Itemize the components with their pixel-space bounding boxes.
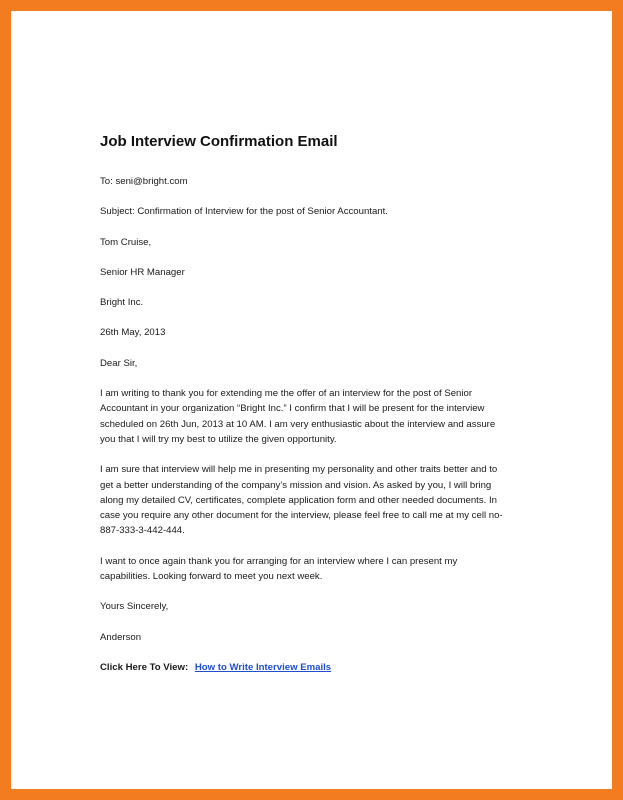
paragraph-line: capabilities. Looking forward to meet you next week. (100, 571, 323, 583)
subject-line: Subject: Confirmation of Interview for the post of Senior Accountant. (100, 206, 388, 218)
company-name: Bright Inc. (100, 297, 144, 309)
letter-date: 26th May, 2013 (100, 327, 166, 339)
paragraph-line: I am writing to thank you for extending me the offer of an interview for the post of Senior (100, 388, 473, 400)
to-line: To: seni@bright.com (100, 176, 188, 187)
paragraph-thanks (100, 386, 530, 447)
interview-emails-link[interactable]: How to Write Interview Emails (194, 661, 332, 673)
paragraph-line: get a better understanding of the company’s mission and vision. As asked by you, I will bring (100, 479, 492, 491)
cta-label: Click Here To View: (100, 661, 189, 673)
paragraph-line: along my detailed CV, certificates, complete application form and other needed documents. In (100, 494, 497, 506)
paragraph-line: you that I will try my best to utilize the given opportunity. (100, 433, 337, 445)
letter-page (100, 132, 530, 690)
page-title: Job Interview Confirmation Email (100, 133, 338, 150)
paragraph-documents (100, 462, 530, 538)
paragraph-line: I am sure that interview will help me in presenting my personality and other traits better and to (100, 464, 498, 476)
paragraph-line: Accountant in your organization “Bright Inc.” I confirm that I will be present for the interview (100, 403, 485, 415)
salutation: Dear Sir, (100, 357, 138, 369)
cta-row (100, 660, 530, 675)
paragraph-line: scheduled on 26th Jun, 2013 at 10 AM. I am very enthusiastic about the interview and assure (100, 418, 496, 430)
paragraph-line: case you require any other document for the interview, please feel free to call me at my cell no- (100, 510, 503, 522)
closing: Yours Sincerely, (100, 601, 169, 613)
recipient-name: Tom Cruise, (100, 236, 152, 248)
paragraph-closing-thanks (100, 554, 530, 585)
signature: Anderson (100, 631, 142, 643)
paragraph-line: I want to once again thank you for arranging for an interview where I can present my (100, 555, 458, 567)
paragraph-line: 887-333-3-442-444. (100, 525, 185, 537)
recipient-title: Senior HR Manager (100, 266, 185, 278)
